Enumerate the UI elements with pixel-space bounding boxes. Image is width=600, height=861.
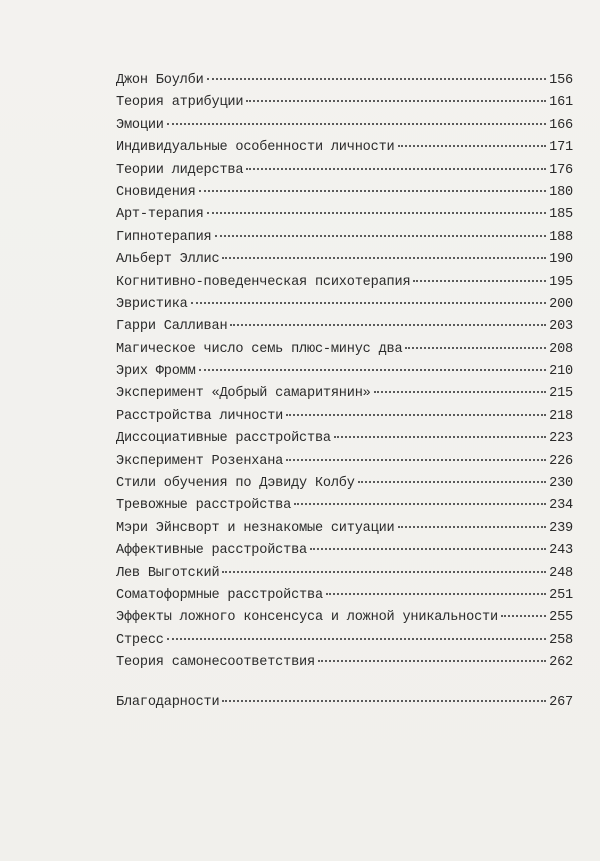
toc-dot-leader [207,78,547,80]
toc-dot-leader [294,503,546,505]
toc-entry-title: Мэри Эйнсворт и незнакомые ситуации [116,520,395,536]
toc-entry-page: 210 [549,364,573,380]
toc-entry [116,454,573,476]
toc-entry [116,655,573,677]
toc-entry-title: Эксперимент Розенхана [116,453,284,469]
toc-dot-leader [199,369,547,371]
toc-dot-leader [222,700,546,702]
toc-entry-page: 195 [549,274,573,290]
toc-entry-title: Гарри Салливан [116,319,228,335]
toc-entry-page: 234 [549,498,573,514]
toc-entry [116,163,573,185]
toc-entry [116,386,573,408]
toc-entry [116,431,573,453]
table-of-contents [116,73,573,717]
toc-entry-title: Джон Боулби [116,73,204,88]
toc-entry-title: Теория самонесоответствия [116,655,315,671]
toc-entry-title: Лев Выготский [116,565,220,581]
toc-entry-page: 188 [549,229,573,245]
toc-entry [116,476,573,498]
toc-dot-leader [318,660,546,662]
toc-entry-page: 156 [549,73,573,88]
toc-dot-leader [358,481,546,483]
toc-entry-title: Эффекты ложного консенсуса и ложной уникальности [116,610,498,626]
toc-entry-title: Благодарности [116,694,220,710]
toc-entry-title: Расстройства личности [116,408,284,424]
toc-entry-title: Гипнотерапия [116,229,212,245]
toc-entry-page: 200 [549,296,573,312]
toc-entry [116,73,573,95]
toc-entry [116,185,573,207]
toc-dot-leader [246,168,546,170]
toc-entry [116,252,573,274]
toc-entry-page: 208 [549,341,573,357]
toc-entry-page: 258 [549,632,573,648]
toc-entry [116,297,573,319]
toc-entry [116,364,573,386]
toc-entry-title: Альберт Эллис [116,252,220,268]
toc-entry-title: Диссоциативные расстройства [116,431,331,447]
toc-entry-title: Когнитивно-поведенческая психотерапия [116,274,411,290]
toc-entry-page: 251 [549,587,573,603]
toc-entry-title: Эмоции [116,117,164,133]
toc-entry-page: 239 [549,520,573,536]
toc-entry-page: 226 [549,453,573,469]
toc-entry-page: 255 [549,610,573,626]
toc-entry-page: 248 [549,565,573,581]
toc-dot-leader [413,280,546,282]
toc-entry-title: Аффективные расстройства [116,543,307,559]
toc-dot-leader [334,436,546,438]
toc-entry [116,118,573,140]
toc-dot-leader [286,414,546,416]
toc-entry-page: 243 [549,543,573,559]
toc-entry [116,588,573,610]
toc-entry-title: Индивидуальные особенности личности [116,140,395,156]
toc-entry-page: 176 [549,162,573,178]
toc-entry [116,95,573,117]
toc-entry [116,610,573,632]
toc-entry [116,498,573,520]
toc-entry [116,521,573,543]
toc-entry-title: Теория атрибуции [116,95,244,111]
toc-entry-page: 166 [549,117,573,133]
toc-entry [116,409,573,431]
toc-entry-title: Магическое число семь плюс-минус два [116,341,403,357]
toc-entry-page: 267 [549,694,573,710]
toc-entry-title: Соматоформные расстройства [116,587,323,603]
toc-dot-leader [501,615,546,617]
toc-dot-leader [215,235,547,237]
toc-entry-title: Теории лидерства [116,162,244,178]
toc-entry-page: 215 [549,386,573,402]
toc-dot-leader [398,526,547,528]
toc-entry [116,695,573,717]
toc-entry-title: Эрих Фромм [116,364,196,380]
toc-entry-page: 218 [549,408,573,424]
toc-dot-leader [191,302,547,304]
toc-entry [116,230,573,252]
toc-dot-leader [310,548,546,550]
toc-dot-leader [207,212,547,214]
toc-dot-leader [374,391,546,393]
toc-dot-leader [246,100,546,102]
toc-entry-title: Эксперимент «Добрый самаритянин» [116,386,371,402]
toc-dot-leader [405,347,546,349]
toc-dot-leader [398,145,547,147]
toc-entry-page: 185 [549,207,573,223]
toc-entry [116,342,573,364]
toc-entry [116,319,573,341]
toc-dot-leader [222,257,546,259]
toc-entry [116,543,573,565]
toc-dot-leader [167,638,546,640]
toc-entry [116,140,573,162]
toc-entry-page: 203 [549,319,573,335]
toc-entry-title: Тревожные расстройства [116,498,292,514]
toc-entry [116,207,573,229]
toc-entry-page: 161 [549,95,573,111]
toc-entry-title: Стили обучения по Дэвиду Колбу [116,476,355,492]
toc-entry [116,633,573,655]
toc-entry-page: 180 [549,184,573,200]
toc-entry-title: Эвристика [116,296,188,312]
toc-entry-page: 171 [549,140,573,156]
toc-entry [116,275,573,297]
toc-entry-page: 223 [549,431,573,447]
toc-entry-page: 230 [549,476,573,492]
toc-dot-leader [326,593,546,595]
toc-entry [116,566,573,588]
toc-dot-leader [222,571,546,573]
toc-entry-title: Стресс [116,632,164,648]
toc-dot-leader [230,324,546,326]
toc-entry-title: Арт-терапия [116,207,204,223]
toc-dot-leader [286,459,546,461]
toc-entry-page: 262 [549,655,573,671]
toc-dot-leader [199,190,547,192]
toc-dot-leader [167,123,546,125]
toc-entry-title: Сновидения [116,184,196,200]
toc-entry-page: 190 [549,252,573,268]
